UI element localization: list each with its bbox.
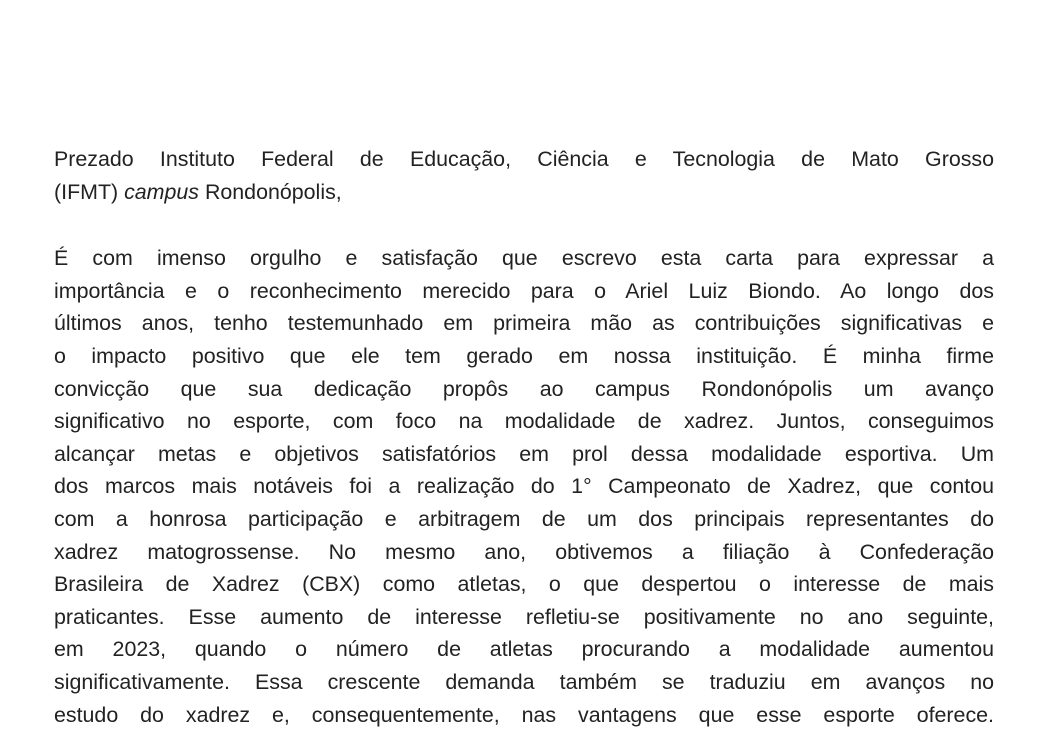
salutation-prefix: (IFMT) [54,179,125,204]
body-line: significativo no esporte, com foco na modalidade de xadrez. Juntos, conseguimos [54,409,994,434]
body-line: em 2023, quando o número de atletas procurando a modalidade aumentou [54,637,994,662]
body-line: convicção que sua dedicação propôs ao campus Rondonópolis um avanço [54,376,994,401]
body-line: dos marcos mais notáveis foi a realização do 1° Campeonato de Xadrez, que contou [54,474,994,499]
body-line: últimos anos, tenho testemunhado em primeira mão as contribuições significativas e [54,311,994,336]
body-line: É com imenso orgulho e satisfação que escrevo esta carta para expressar a [54,246,994,271]
body-line: xadrez matogrossense. No mesmo ano, obtivemos a filiação à Confederação [54,539,994,564]
body-line: significativamente. Essa crescente demanda também se traduziu em avanços no [54,669,994,694]
body-line: praticantes. Esse aumento de interesse refletiu-se positivamente no ano seguinte, [54,604,994,629]
salutation-italic-campus: campus [124,179,199,204]
salutation-line-2 [54,176,994,209]
body-line: com a honrosa participação e arbitragem de um dos principais representantes do [54,506,994,531]
salutation-suffix: Rondonópolis, [199,179,342,204]
body-line: o impacto positivo que ele tem gerado em nossa instituição. É minha firme [54,343,994,368]
body-line: alcançar metas e objetivos satisfatórios em prol dessa modalidade esportiva. Um [54,441,994,466]
paragraph-spacer [54,208,994,242]
salutation-paragraph [54,143,994,208]
body-line: importância e o reconhecimento merecido para o Ariel Luiz Biondo. Ao longo dos [54,278,994,303]
body-paragraph [54,242,994,731]
body-line: Brasileira de Xadrez (CBX) como atletas, o que despertou o interesse de mais [54,572,994,597]
body-line: estudo do xadrez e, consequentemente, nas vantagens que esse esporte oferece. [54,702,994,727]
letter-page [54,143,994,731]
salutation-line-1: Prezado Instituto Federal de Educação, Ciência e Tecnologia de Mato Grosso [54,147,994,171]
